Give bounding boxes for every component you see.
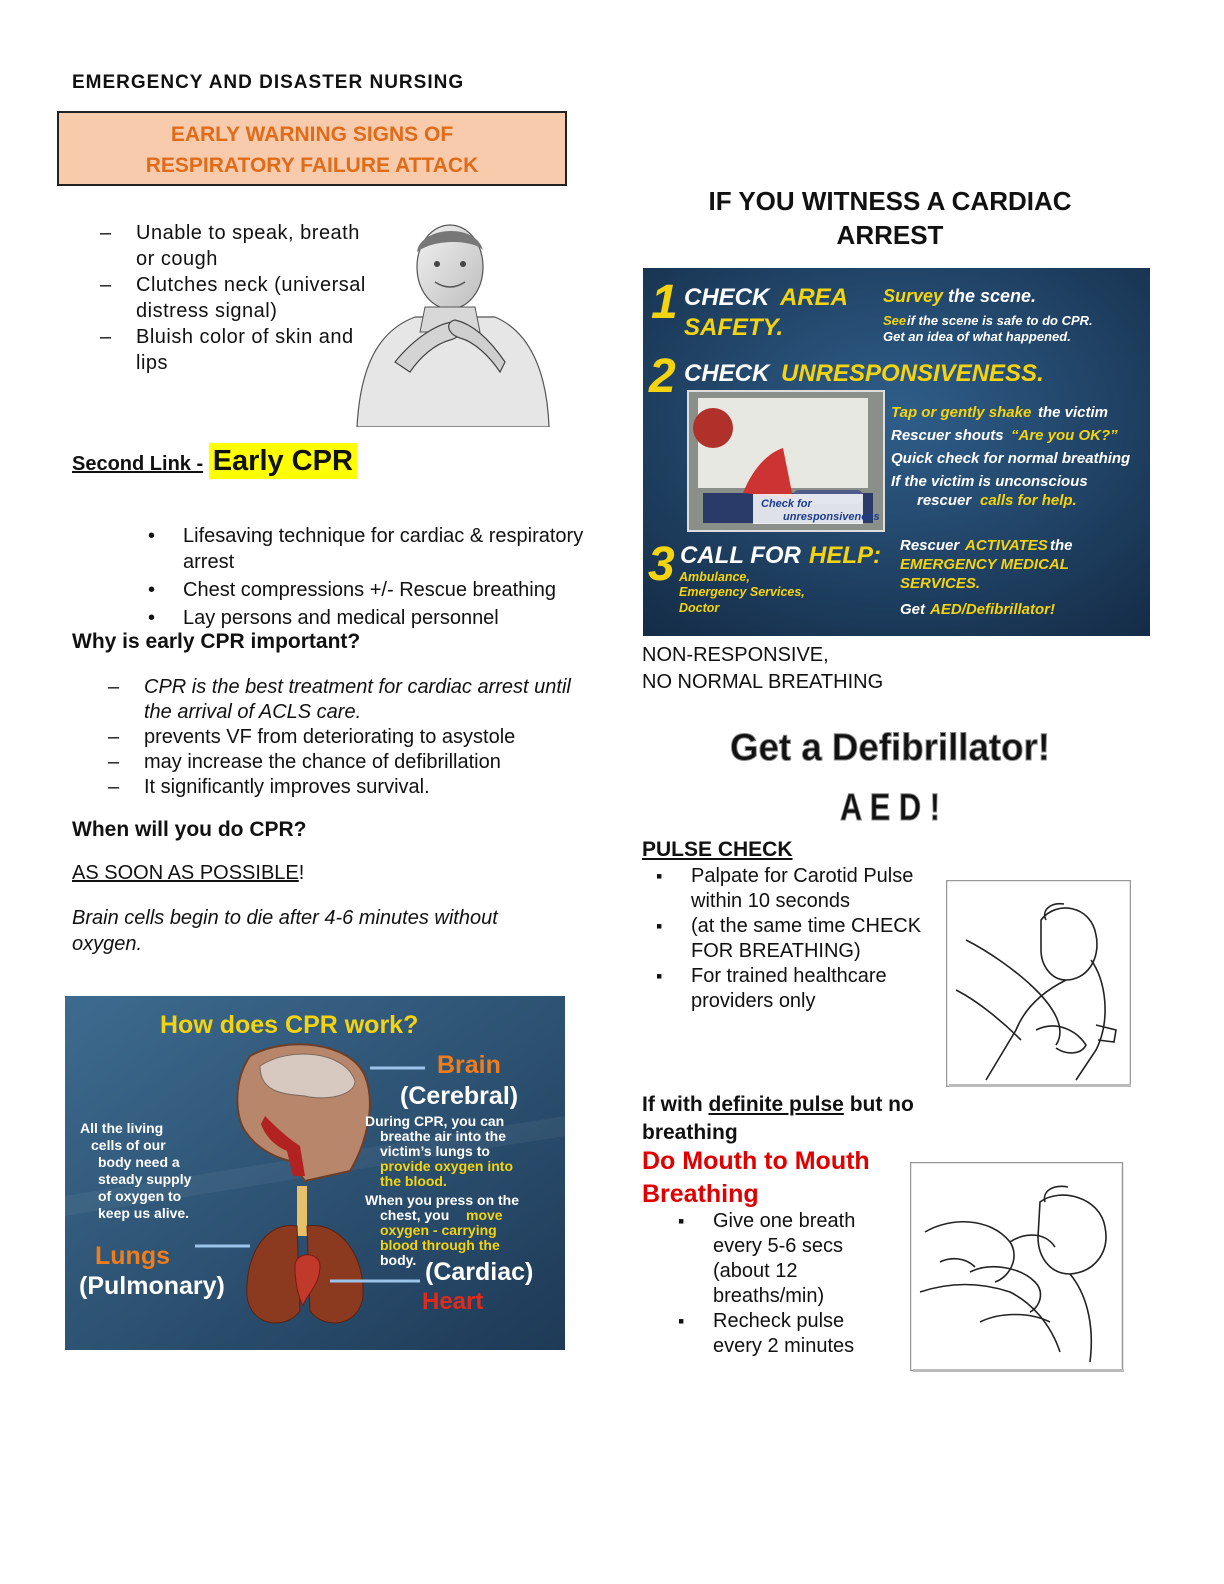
left-text-line: body need a: [98, 1154, 180, 1170]
press-text-line: blood through the: [380, 1237, 500, 1253]
calls-b: calls for help.: [980, 492, 1077, 509]
list-item: ▪ Palpate for Carotid Pulse within 10 seconds: [656, 864, 926, 914]
left-text-line: steady supply: [98, 1171, 192, 1187]
step2-text-a: CHECK: [684, 360, 770, 387]
press-text-line: When you press on the: [365, 1192, 520, 1208]
mouth-to-mouth-illustration: [910, 1162, 1124, 1372]
defib-line2: A E D !: [840, 787, 940, 829]
pulmonary-label: (Pulmonary): [79, 1272, 225, 1300]
photo-caption-line1: Check for: [761, 498, 812, 510]
cardiac-arrest-steps-panel: [643, 268, 1150, 636]
list-item: ▪ Give one breath every 5-6 secs (about 12 breaths/min): [678, 1209, 898, 1309]
pulse-check-illustration: [946, 880, 1131, 1087]
cerebral-label: (Cerebral): [400, 1082, 519, 1110]
witness-line2: ARREST: [836, 220, 944, 250]
step3-text-b: HELP:: [809, 542, 881, 569]
list-item: – Bluish color of skin and lips: [100, 324, 380, 376]
cardiac-label: (Cardiac): [425, 1258, 534, 1286]
step2-text-b: UNRESPONSIVENESS.: [781, 360, 1044, 387]
defibrillator-banner: [705, 718, 1075, 833]
photo-logo: [693, 408, 733, 448]
asap-text: [72, 862, 304, 885]
get-b: AED/Defibrillator!: [930, 601, 1056, 618]
see-b: if the scene is safe to do CPR.: [907, 313, 1093, 328]
when-cpr-heading: When will you do CPR?: [72, 818, 307, 841]
see-a: See: [883, 313, 907, 328]
activates-a: Rescuer: [900, 537, 960, 554]
list-item: ▪ Recheck pulse every 2 minutes: [678, 1309, 898, 1359]
mouth-to-mouth-list: [678, 1209, 898, 1359]
step1-number: 1: [651, 276, 678, 329]
lungs-label: Lungs: [95, 1242, 170, 1270]
non-responsive-line1: NON-RESPONSIVE,: [642, 644, 829, 666]
during-text-line: breathe air into the: [380, 1128, 507, 1144]
quick-check: Quick check for normal breathing: [891, 450, 1131, 467]
step3-number: 3: [648, 538, 675, 591]
step3-text-a: CALL FOR: [680, 542, 801, 569]
shouts-a: Rescuer shouts: [891, 427, 1004, 444]
list-item: • Lay persons and medical personnel: [148, 605, 618, 631]
pulse-check-list: [656, 864, 926, 1014]
ambulance-line: Emergency Services,: [679, 585, 805, 599]
definite-prefix: If with: [642, 1093, 709, 1116]
heart-label: Heart: [422, 1288, 484, 1315]
trachea-illustration: [297, 1186, 307, 1236]
defib-line1: Get a Defibrillator!: [730, 727, 1050, 769]
activates-b: ACTIVATES: [965, 537, 1048, 554]
left-text-line: cells of our: [91, 1137, 166, 1153]
photo-caption-line2: unresponsiveness: [783, 511, 880, 523]
step1-text-c: SAFETY.: [684, 314, 784, 341]
document-header: EMERGENCY AND DISASTER NURSING: [72, 72, 465, 93]
ems-line2: SERVICES.: [900, 575, 981, 592]
asap-suffix: !: [298, 862, 305, 884]
list-item: • Chest compressions +/- Rescue breathing: [148, 577, 618, 603]
warning-title-box: [57, 111, 567, 186]
during-text-line: victim’s lungs to: [380, 1143, 490, 1159]
left-text-line: of oxygen to: [98, 1188, 182, 1204]
tap-a: Tap or gently shake: [891, 404, 1032, 421]
get-a: Get: [900, 601, 926, 618]
warning-title-line2: RESPIRATORY FAILURE ATTACK: [145, 154, 479, 177]
list-item: ▪ For trained healthcare providers only: [656, 964, 926, 1014]
list-item: ▪ (at the same time CHECK FOR BREATHING): [656, 914, 926, 964]
shouts-b: “Are you OK?”: [1011, 427, 1118, 444]
list-item: – CPR is the best treatment for cardiac arrest until the arrival of ACLS care.: [108, 675, 578, 725]
list-item: – Unable to speak, breath or cough: [100, 220, 380, 272]
step1-text-b: AREA: [780, 284, 849, 311]
early-cpr-highlight: Early CPR: [209, 443, 357, 479]
survey-b: the scene.: [948, 286, 1037, 306]
during-text-line: the blood.: [380, 1173, 447, 1189]
left-text-line: keep us alive.: [98, 1205, 190, 1221]
step2-number: 2: [649, 350, 676, 403]
ambulance-line: Doctor: [679, 601, 720, 615]
activates-c: the: [1050, 537, 1073, 554]
ems-line1: EMERGENCY MEDICAL: [900, 556, 1069, 573]
list-item: • Lifesaving technique for cardiac & respiratory arrest: [148, 523, 618, 575]
asap-underlined: AS SOON AS POSSIBLE: [72, 862, 299, 884]
survey-a: Survey: [883, 286, 944, 306]
definite-suffix: but no breathing: [642, 1093, 914, 1144]
brain-label: Brain: [437, 1051, 501, 1079]
ambulance-line: Ambulance,: [679, 570, 750, 584]
list-item: – may increase the chance of defibrillation: [108, 750, 578, 775]
list-item: – prevents VF from deteriorating to asystole: [108, 725, 578, 750]
during-text-line: provide oxygen into: [380, 1158, 514, 1174]
second-link-heading: [72, 445, 357, 478]
list-item: – It significantly improves survival.: [108, 775, 578, 800]
press-text-line: move: [466, 1207, 503, 1223]
tap-b: the victim: [1038, 404, 1109, 421]
brain-cells-note: Brain cells begin to die after 4-6 minutes without oxygen.: [72, 907, 498, 955]
mouth-to-mouth-heading: Do Mouth to Mouth Breathing: [642, 1147, 870, 1208]
second-link-label: Second Link -: [72, 453, 204, 475]
definite-pulse-heading: [642, 1091, 932, 1147]
see-c: Get an idea of what happened.: [883, 329, 1071, 344]
left-text-line: All the living: [80, 1120, 164, 1136]
early-cpr-list: [108, 523, 618, 633]
non-responsive-line2: NO NORMAL BREATHING: [642, 671, 884, 693]
why-cpr-heading: Why is early CPR important?: [72, 630, 361, 653]
non-responsive-text: [642, 642, 883, 696]
witness-line1: IF YOU WITNESS A CARDIAC: [708, 186, 1072, 216]
why-cpr-list: [108, 675, 578, 800]
witness-heading: [640, 184, 1140, 252]
press-text-line: body.: [380, 1252, 417, 1268]
press-text-line: chest, you: [380, 1207, 450, 1223]
warning-signs-list: [100, 220, 380, 376]
during-text-line: During CPR, you can: [365, 1113, 505, 1129]
unconscious: If the victim is unconscious: [891, 473, 1088, 490]
choking-person-illustration: [355, 222, 550, 427]
calls-a: rescuer: [917, 492, 972, 509]
warning-title-line1: EARLY WARNING SIGNS OF: [170, 123, 454, 146]
cpr-work-diagram: [65, 996, 565, 1350]
pulse-check-heading: PULSE CHECK: [642, 838, 793, 861]
definite-underlined: definite pulse: [708, 1093, 844, 1116]
cpr-work-title: How does CPR work?: [160, 1011, 419, 1039]
step1-text-a: CHECK: [684, 284, 770, 311]
press-text-line: oxygen - carrying: [380, 1222, 497, 1238]
list-item: – Clutches neck (universal distress signal): [100, 272, 380, 324]
